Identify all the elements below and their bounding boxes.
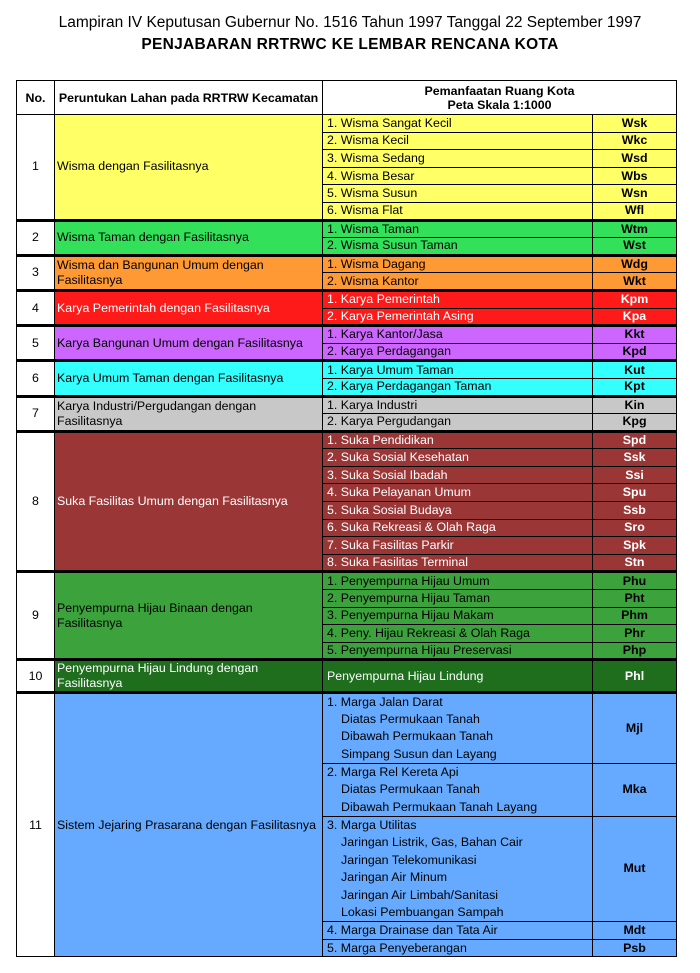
subgroup-line: Diatas Permukaan Tanah (323, 781, 593, 799)
item-code: Wsn (593, 185, 677, 203)
item-code: Spk (593, 537, 677, 555)
item-label: 5. Penyempurna Hijau Preservasi (323, 642, 593, 660)
item-label: 6. Suka Rekreasi & Olah Raga (323, 519, 593, 537)
item-label: 2. Karya Perdagangan Taman (323, 378, 593, 396)
item-label: 1. Karya Kantor/Jasa (323, 326, 593, 344)
table-row (17, 255, 677, 273)
group-number: 4 (17, 290, 55, 325)
table-row (17, 396, 677, 414)
item-code: Wsk (593, 115, 677, 133)
item-label: 3. Suka Sosial Ibadah (323, 466, 593, 484)
item-label: 2. Karya Pergudangan (323, 414, 593, 432)
item-code: Kut (593, 361, 677, 379)
subgroup-line: Simpang Susun dan Layang (323, 746, 593, 764)
document-subtitle: Lampiran IV Keputusan Gubernur No. 1516 Tahun 1997 Tanggal 22 September 1997 (58, 14, 642, 31)
subgroup-label: 3. Marga Utilitas (323, 816, 593, 834)
item-label: 4. Peny. Hijau Rekreasi & Olah Raga (323, 625, 593, 643)
group-description: Sistem Jejaring Prasarana dengan Fasilitasnya (55, 693, 323, 957)
table-row (17, 361, 677, 379)
item-code: Kkt (593, 326, 677, 344)
item-code: Ssb (593, 502, 677, 520)
subgroup-code: Mdt (593, 922, 677, 940)
table-row (17, 660, 677, 693)
item-code: Wtm (593, 220, 677, 238)
group-number: 9 (17, 572, 55, 660)
item-label: 2. Suka Sosial Kesehatan (323, 449, 593, 467)
subgroup-label: 2. Marga Rel Kereta Api (323, 763, 593, 781)
item-label: 1. Wisma Dagang (323, 255, 593, 273)
group-description: Suka Fasilitas Umum dengan Fasilitasnya (55, 431, 323, 572)
table-header-row (17, 81, 677, 115)
group-description: Karya Umum Taman dengan Fasilitasnya (55, 361, 323, 396)
group-description: Penyempurna Hijau Binaan dengan Fasilitasnya (55, 572, 323, 660)
group-description: Wisma Taman dengan Fasilitasnya (55, 220, 323, 255)
item-code: Phl (593, 660, 677, 693)
group-description: Wisma dengan Fasilitasnya (55, 115, 323, 221)
group-description: Karya Pemerintah dengan Fasilitasnya (55, 290, 323, 325)
item-label: 3. Penyempurna Hijau Makam (323, 607, 593, 625)
subgroup-line: Lokasi Pembuangan Sampah (323, 904, 593, 922)
group-number: 10 (17, 660, 55, 693)
item-label: 1. Karya Umum Taman (323, 361, 593, 379)
subgroup-label: 4. Marga Drainase dan Tata Air (323, 922, 593, 940)
subgroup-code: Mjl (593, 693, 677, 763)
item-label: 1. Karya Industri (323, 396, 593, 414)
document-title: PENJABARAN RRTRWC KE LEMBAR RENCANA KOTA (141, 36, 559, 53)
item-code: Stn (593, 554, 677, 572)
item-label: 1. Penyempurna Hijau Umum (323, 572, 593, 590)
item-label: 8. Suka Fasilitas Terminal (323, 554, 593, 572)
group-number: 2 (17, 220, 55, 255)
group-number: 11 (17, 693, 55, 957)
subgroup-line: Jaringan Air Minum (323, 869, 593, 887)
item-label: 2. Wisma Kantor (323, 273, 593, 291)
group-number: 1 (17, 115, 55, 221)
item-code: Wst (593, 238, 677, 256)
group-description: Wisma dan Bangunan Umum dengan Fasilitasnya (55, 255, 323, 290)
item-label: 1. Wisma Sangat Kecil (323, 115, 593, 133)
item-label: 6. Wisma Flat (323, 202, 593, 220)
item-label: 4. Suka Pelayanan Umum (323, 484, 593, 502)
header-pemanfaatan-line2: Peta Skala 1:1000 (447, 97, 552, 112)
item-code: Kpd (593, 343, 677, 361)
table-row (17, 572, 677, 590)
item-label: 7. Suka Fasilitas Parkir (323, 537, 593, 555)
table-row (17, 431, 677, 449)
table-row (17, 326, 677, 344)
item-label: Penyempurna Hijau Lindung (323, 660, 593, 693)
subgroup-line: Jaringan Telekomunikasi (323, 851, 593, 869)
item-code: Wbs (593, 167, 677, 185)
item-label: 2. Penyempurna Hijau Taman (323, 590, 593, 608)
subgroup-label: 5. Marga Penyeberangan (323, 939, 593, 957)
group-description: Karya Bangunan Umum dengan Fasilitasnya (55, 326, 323, 361)
item-code: Php (593, 642, 677, 660)
group-number: 7 (17, 396, 55, 431)
item-code: Ssi (593, 466, 677, 484)
subgroup-line: Diatas Permukaan Tanah (323, 711, 593, 729)
group-description: Karya Industri/Pergudangan dengan Fasilitasnya (55, 396, 323, 431)
table-row (17, 115, 677, 133)
item-label: 2. Wisma Susun Taman (323, 238, 593, 256)
item-code: Phm (593, 607, 677, 625)
group-number: 6 (17, 361, 55, 396)
item-label: 2. Karya Perdagangan (323, 343, 593, 361)
subgroup-line: Dibawah Permukaan Tanah Layang (323, 798, 593, 816)
header-peruntukan: Peruntukan Lahan pada RRTRW Kecamatan (55, 81, 323, 115)
subgroup-line: Jaringan Listrik, Gas, Bahan Cair (323, 834, 593, 852)
item-code: Phr (593, 625, 677, 643)
header-pemanfaatan (323, 81, 677, 115)
item-code: Wdg (593, 255, 677, 273)
item-label: 1. Karya Pemerintah (323, 290, 593, 308)
item-label: 1. Suka Pendidikan (323, 431, 593, 449)
item-label: 5. Suka Sosial Budaya (323, 502, 593, 520)
header-pemanfaatan-line1: Pemanfaatan Ruang Kota (424, 83, 575, 98)
item-code: Kpm (593, 290, 677, 308)
table-row (17, 290, 677, 308)
item-code: Wsd (593, 150, 677, 168)
item-label: 4. Wisma Besar (323, 167, 593, 185)
item-code: Phu (593, 572, 677, 590)
item-code: Spu (593, 484, 677, 502)
item-label: 3. Wisma Sedang (323, 150, 593, 168)
table-body (17, 115, 677, 957)
item-label: 5. Wisma Susun (323, 185, 593, 203)
subgroup-line: Jaringan Air Limbah/Sanitasi (323, 886, 593, 904)
item-label: 2. Wisma Kecil (323, 132, 593, 150)
item-code: Ssk (593, 449, 677, 467)
land-use-table (16, 80, 677, 957)
subgroup-code: Mka (593, 763, 677, 816)
subgroup-line: Dibawah Permukaan Tanah (323, 728, 593, 746)
subgroup-label: 1. Marga Jalan Darat (323, 693, 593, 711)
group-description: Penyempurna Hijau Lindung dengan Fasilitasnya (55, 660, 323, 693)
group-number: 8 (17, 431, 55, 572)
item-code: Wkc (593, 132, 677, 150)
item-code: Spd (593, 431, 677, 449)
table-row (17, 693, 677, 711)
item-code: Wfl (593, 202, 677, 220)
item-code: Kpa (593, 308, 677, 326)
table-row (17, 220, 677, 238)
item-code: Pht (593, 590, 677, 608)
item-code: Kin (593, 396, 677, 414)
item-code: Kpt (593, 378, 677, 396)
item-label: 1. Wisma Taman (323, 220, 593, 238)
subgroup-code: Psb (593, 939, 677, 957)
item-label: 2. Karya Pemerintah Asing (323, 308, 593, 326)
header-no: No. (17, 81, 55, 115)
subgroup-code: Mut (593, 816, 677, 922)
item-code: Wkt (593, 273, 677, 291)
group-number: 3 (17, 255, 55, 290)
item-code: Sro (593, 519, 677, 537)
item-code: Kpg (593, 414, 677, 432)
group-number: 5 (17, 326, 55, 361)
